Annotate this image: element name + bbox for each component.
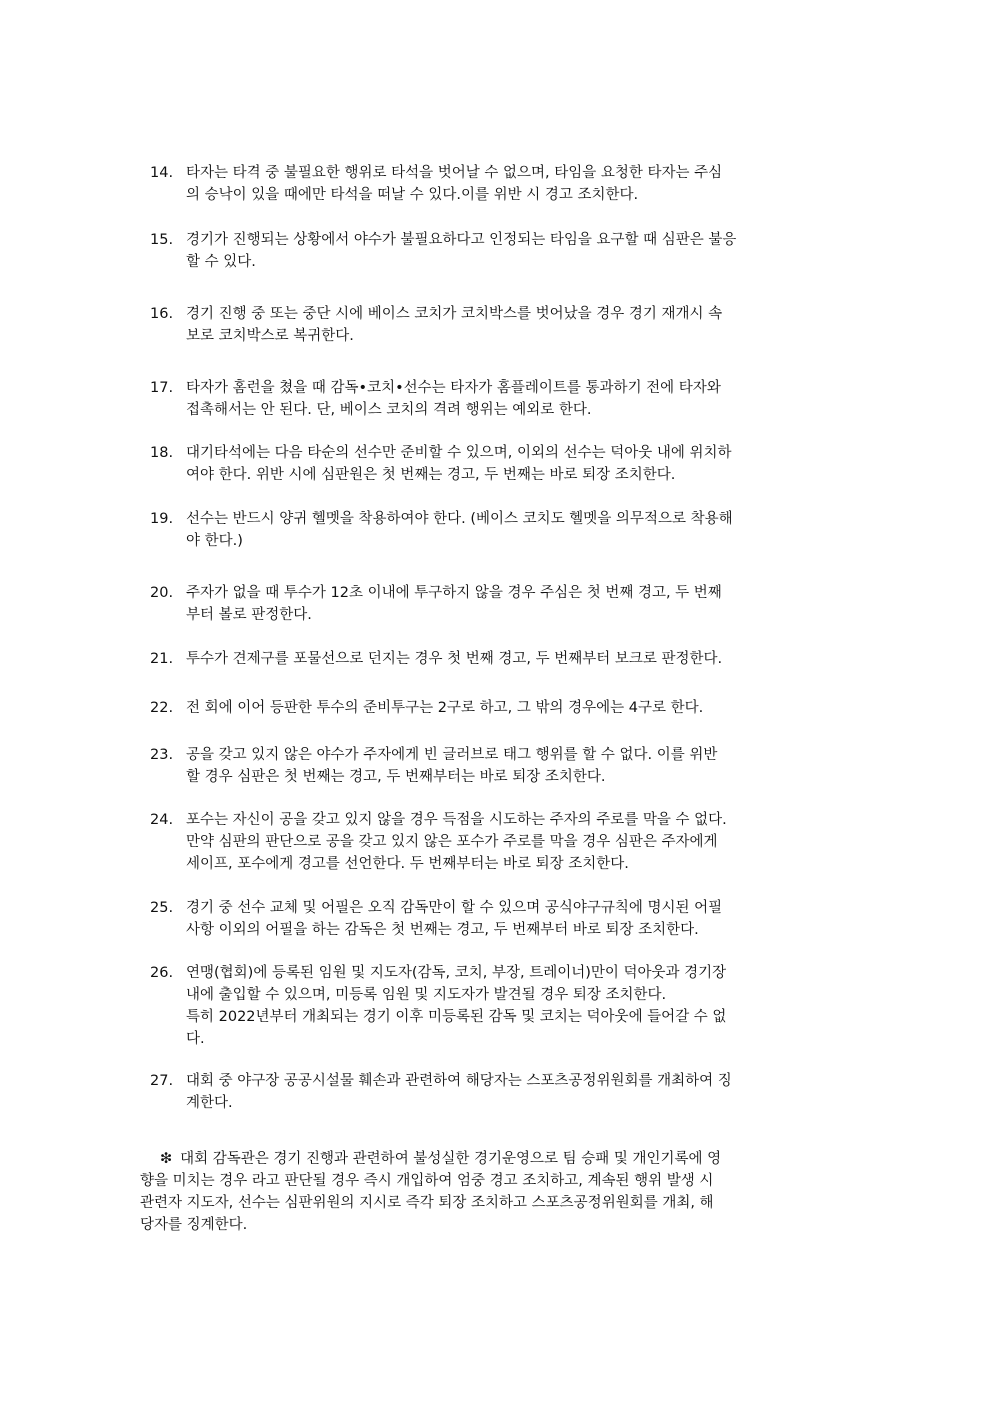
rule-number: 26.	[150, 965, 174, 981]
note-asterisk-icon: ❇	[160, 1151, 173, 1167]
rule-line: 내에 출입할 수 있으며, 미등록 임원 및 지도자가 발견될 경우 퇴장 조치한다.	[186, 987, 667, 1003]
rule-line: 경기가 진행되는 상황에서 야수가 불필요하다고 인정되는 타임을 요구할 때 심판은 불응	[186, 232, 737, 248]
rule-line: 경기 진행 중 또는 중단 시에 베이스 코치가 코치박스를 벗어났을 경우 경기 재개시 속	[186, 306, 723, 322]
rule-line: 할 경우 심판은 첫 번째는 경고, 두 번째부터는 바로 퇴장 조치한다.	[186, 769, 606, 785]
rule-item-27	[150, 1070, 852, 1114]
rule-line: 보로 코치박스로 복귀한다.	[186, 328, 354, 344]
rule-number: 21.	[150, 651, 174, 667]
rule-text	[186, 648, 852, 670]
rule-number: 20.	[150, 585, 174, 601]
rule-line: 야 한다.)	[186, 533, 243, 549]
rule-line: 의 승낙이 있을 때에만 타석을 떠날 수 있다.이를 위반 시 경고 조치한다.	[186, 187, 639, 203]
rule-text	[186, 809, 852, 875]
rule-number: 22.	[150, 700, 174, 716]
rule-item-14	[150, 162, 852, 206]
rule-text	[186, 697, 852, 719]
rule-text	[186, 897, 852, 941]
rule-text	[186, 229, 852, 273]
rule-item-17	[150, 377, 852, 421]
rule-line: 연맹(협회)에 등록된 임원 및 지도자(감독, 코치, 부장, 트레이너)만이 덕아웃과 경기장	[186, 965, 727, 981]
rule-line: 타자는 타격 중 불필요한 행위로 타석을 벗어날 수 없으며, 타임을 요청한 타자는 주심	[186, 165, 723, 181]
rule-text	[186, 962, 852, 1050]
rule-item-19	[150, 508, 852, 552]
rule-number: 17.	[150, 380, 174, 396]
rule-number: 23.	[150, 747, 174, 763]
rule-line: 세이프, 포수에게 경고를 선언한다. 두 번째부터는 바로 퇴장 조치한다.	[186, 856, 629, 872]
rule-item-18	[150, 442, 852, 486]
rule-number: 24.	[150, 812, 174, 828]
rule-line: 다.	[186, 1031, 205, 1047]
rule-number: 16.	[150, 306, 174, 322]
rule-number: 15.	[150, 232, 174, 248]
rule-item-22	[150, 697, 852, 719]
rule-line: 대기타석에는 다음 타순의 선수만 준비할 수 있으며, 이외의 선수는 덕아웃 내에 위치하	[186, 445, 732, 461]
note-line: 당자를 징계한다.	[140, 1217, 248, 1233]
rule-text	[186, 442, 852, 486]
note-line: 대회 감독관은 경기 진행과 관련하여 불성실한 경기운영으로 팀 승패 및 개인기록에 영	[180, 1151, 722, 1167]
rule-text	[186, 303, 852, 347]
rule-number: 27.	[150, 1073, 174, 1089]
rule-line: 경기 중 선수 교체 및 어필은 오직 감독만이 할 수 있으며 공식야구규칙에 명시된 어필	[186, 900, 723, 916]
rule-text	[186, 162, 852, 206]
rule-line: 투수가 견제구를 포물선으로 던지는 경우 첫 번째 경고, 두 번째부터 보크로 판정한다.	[186, 651, 723, 667]
rule-text	[186, 582, 852, 626]
rule-line: 주자가 없을 때 투수가 12초 이내에 투구하지 않을 경우 주심은 첫 번째 경고, 두 번째	[186, 585, 722, 601]
rule-item-21	[150, 648, 852, 670]
note-line: 관련자 지도자, 선수는 심판위원의 지시로 즉각 퇴장 조치하고 스포츠공정위원회를 개최, 해	[140, 1195, 714, 1211]
rule-line: 만약 심판의 판단으로 공을 갖고 있지 않은 포수가 주로를 막을 경우 심판은 주자에게	[186, 834, 718, 850]
rule-number: 18.	[150, 445, 174, 461]
rule-text	[186, 744, 852, 788]
rule-item-26	[150, 962, 852, 1050]
rule-item-25	[150, 897, 852, 941]
rule-line: 여야 한다. 위반 시에 심판원은 첫 번째는 경고, 두 번째는 바로 퇴장 조치한다.	[186, 467, 676, 483]
rule-line: 부터 볼로 판정한다.	[186, 607, 312, 623]
rule-number: 19.	[150, 511, 174, 527]
rule-line: 타자가 홈런을 쳤을 때 감독•코치•선수는 타자가 홈플레이트를 통과하기 전에 타자와	[186, 380, 721, 396]
rule-item-24	[150, 809, 852, 875]
rule-item-16	[150, 303, 852, 347]
supervisor-note	[140, 1148, 852, 1236]
rule-line: 대회 중 야구장 공공시설물 훼손과 관련하여 해당자는 스포츠공정위원회를 개최하여 징	[186, 1073, 732, 1089]
rule-item-23	[150, 744, 852, 788]
rule-line: 공을 갖고 있지 않은 야수가 주자에게 빈 글러브로 태그 행위를 할 수 없다. 이를 위반	[186, 747, 718, 763]
note-line: 향을 미치는 경우 라고 판단될 경우 즉시 개입하여 엄중 경고 조치하고, 계속된 행위 발생 시	[140, 1173, 714, 1189]
rule-line: 사항 이외의 어필을 하는 감독은 첫 번째는 경고, 두 번째부터 바로 퇴장 조치한다.	[186, 922, 699, 938]
rule-line: 포수는 자신이 공을 갖고 있지 않을 경우 득점을 시도하는 주자의 주로를 막을 수 없다.	[186, 812, 727, 828]
rule-text	[186, 377, 852, 421]
rule-item-20	[150, 582, 852, 626]
rule-line: 할 수 있다.	[186, 254, 256, 270]
rule-line: 선수는 반드시 양귀 헬멧을 착용하여야 한다. (베이스 코치도 헬멧을 의무적으로 착용해	[186, 511, 733, 527]
rule-text	[186, 1070, 852, 1114]
rule-item-15	[150, 229, 852, 273]
rule-line: 전 회에 이어 등판한 투수의 준비투구는 2구로 하고, 그 밖의 경우에는 4구로 한다.	[186, 700, 704, 716]
rule-number: 14.	[150, 165, 174, 181]
rule-line: 접촉해서는 안 된다. 단, 베이스 코치의 격려 행위는 예외로 한다.	[186, 402, 592, 418]
rule-line: 특히 2022년부터 개최되는 경기 이후 미등록된 감독 및 코치는 덕아웃에 들어갈 수 없	[186, 1009, 727, 1025]
rule-line: 계한다.	[186, 1095, 233, 1111]
rule-text	[186, 508, 852, 552]
rule-number: 25.	[150, 900, 174, 916]
